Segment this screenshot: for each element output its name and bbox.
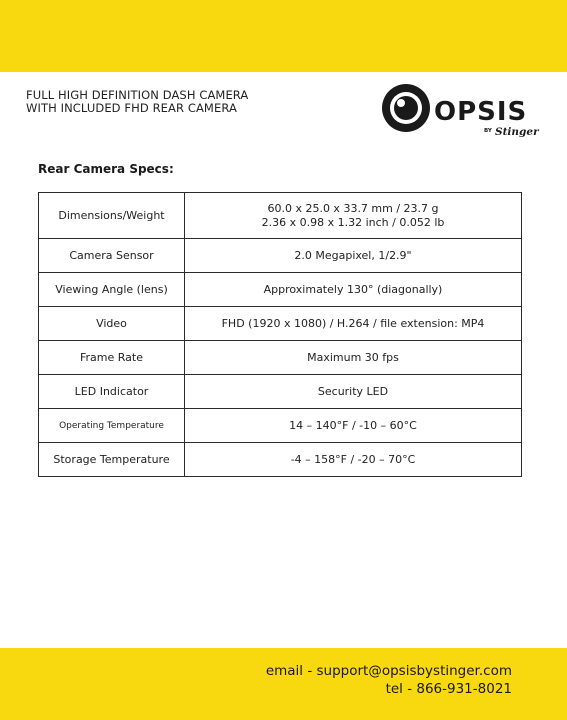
spec-label: Camera Sensor <box>39 239 185 273</box>
top-yellow-band <box>0 0 567 72</box>
spec-label: Dimensions/Weight <box>39 193 185 239</box>
table-row <box>39 443 522 477</box>
logo-brand: Stinger <box>495 126 539 138</box>
spec-value: Approximately 130° (diagonally) <box>185 273 522 307</box>
spec-value: Maximum 30 fps <box>185 341 522 375</box>
opsis-logo <box>380 82 545 142</box>
headline <box>26 89 248 115</box>
spec-value: -4 – 158°F / -20 – 70°C <box>185 443 522 477</box>
spec-value-line-1: 60.0 x 25.0 x 33.7 mm / 23.7 g <box>267 201 439 215</box>
headline-line-1: FULL HIGH DEFINITION DASH CAMERA <box>26 88 249 102</box>
spec-value: Security LED <box>185 375 522 409</box>
spec-label: Video <box>39 307 185 341</box>
spec-label: LED Indicator <box>39 375 185 409</box>
spec-value: 2.0 Megapixel, 1/2.9" <box>185 239 522 273</box>
spec-value-line-2: 2.36 x 0.98 x 1.32 inch / 0.052 lb <box>261 215 445 229</box>
camera-lens-icon <box>382 84 430 132</box>
spec-value: 14 – 140°F / -10 – 60°C <box>185 409 522 443</box>
table-row <box>39 193 522 239</box>
table-row <box>39 341 522 375</box>
table-row <box>39 239 522 273</box>
table-row <box>39 375 522 409</box>
section-title: Rear Camera Specs: <box>38 162 174 176</box>
specs-table <box>38 192 522 477</box>
table-row <box>39 273 522 307</box>
logo-wordmark: OPSIS <box>434 97 528 127</box>
spec-label: Operating Temperature <box>39 409 185 443</box>
spec-value <box>185 193 522 239</box>
spec-label: Storage Temperature <box>39 443 185 477</box>
table-row <box>39 409 522 443</box>
spec-label: Viewing Angle (lens) <box>39 273 185 307</box>
logo-by: BY <box>484 128 492 134</box>
headline-line-2: WITH INCLUDED FHD REAR CAMERA <box>26 101 237 115</box>
contact-info <box>266 662 512 698</box>
table-row <box>39 307 522 341</box>
spec-label: Frame Rate <box>39 341 185 375</box>
spec-value: FHD (1920 x 1080) / H.264 / file extension: MP4 <box>185 307 522 341</box>
contact-email[interactable]: email - support@opsisbystinger.com <box>265 663 512 679</box>
contact-phone[interactable]: tel - 866-931-8021 <box>385 681 512 697</box>
